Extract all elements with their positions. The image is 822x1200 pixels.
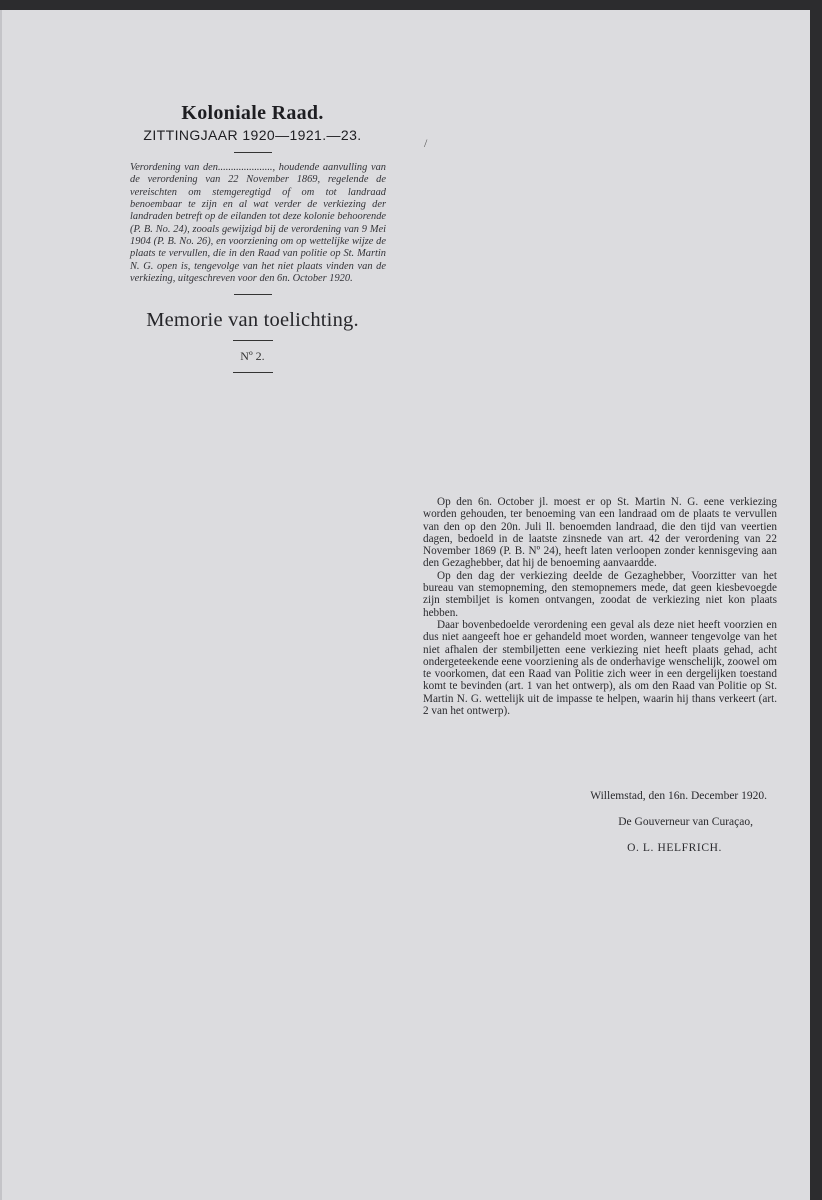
ordinance-description: Verordening van den....................., houdende aanvulling van de verordening van 22 November 1869, regelende de vereischten om stemgeregtigd of om tot landraad benoembaar te zijn en al wat verder de verkiezing der landraden betreft op de eilanden tot deze kolonie behoorende (P. B. No. 24), zooals gewijzigd bij de verordening van 9 Mei 1904 (P. B. No. 26), en voorziening om op wettelijke wijze de plaats te vervullen, die in den Raad van politie op St. Martin N. G. open is, tengevolge van het niet plaats vinden van de verkiezing, uitgeschreven voor den 6n. October 1920.: [130, 162, 386, 285]
document-header: [120, 102, 385, 381]
page-fold-edge: [0, 10, 2, 1200]
ordinance-divider: [234, 294, 272, 295]
number-divider: [233, 372, 273, 373]
pencil-mark: /: [424, 136, 428, 150]
document-page: [0, 10, 810, 1200]
section-title: Memorie van toelichting.: [146, 309, 359, 332]
signature: O. L. HELFRICH.: [627, 842, 722, 854]
place-date: Willemstad, den 16n. December 1920.: [590, 790, 767, 802]
document-title: Koloniale Raad.: [181, 102, 324, 124]
body-paragraph: Op den 6n. October jl. moest er op St. Martin N. G. eene verkiezing worden gehouden, ter benoeming van een landraad om de plaats te vervullen van den op den 20n. Juli ll. benoemden landraad, die den tijd van veertien dagen, bedoeld in de laatste zinsnede van art. 42 der verordening van 22 November 1869 (P. B. Nº 24), heeft laten verloopen zonder kennisgeving aan den Gezaghebber, dat hij de benoeming aanvaardde.: [423, 496, 777, 570]
section-divider: [233, 340, 273, 341]
body-paragraph: Op den dag der verkiezing deelde de Gezaghebber, Voorzitter van het bureau van stemopneming, den stemopnemers mede, dat geen kiesbevoegde zijn stembiljet is komen ontvangen, zoodat de verkiezing niet kon plaats hebben.: [423, 569, 777, 619]
document-number: Nº 2.: [240, 349, 265, 364]
body-text: [423, 496, 777, 717]
governor-title: De Gouverneur van Curaçao,: [618, 816, 753, 828]
session-year: ZITTINGJAAR 1920—1921.—23.: [143, 127, 362, 143]
body-paragraph: Daar bovenbedoelde verordening een geval als deze niet heeft voorzien en dus niet aangeeft hoe er gehandeld moet worden, wanneer tengevolge van het niet afhalen der stembiljetten eene verkiezing niet heeft plaats gehad, acht ondergeteekende eene voorziening als de onderhavige wenschelijk, zoowel om te voorkomen, dat een Raad van Politie zich weer in een dergelijken toestand komt te bevinden (art. 1 van het ontwerp), als om den Raad van Politie op St. Martin N. G. wettelijk uit de impasse te helpen, waarin hij thans verkeert (art. 2 van het ontwerp).: [423, 618, 777, 718]
header-divider: [234, 152, 272, 153]
